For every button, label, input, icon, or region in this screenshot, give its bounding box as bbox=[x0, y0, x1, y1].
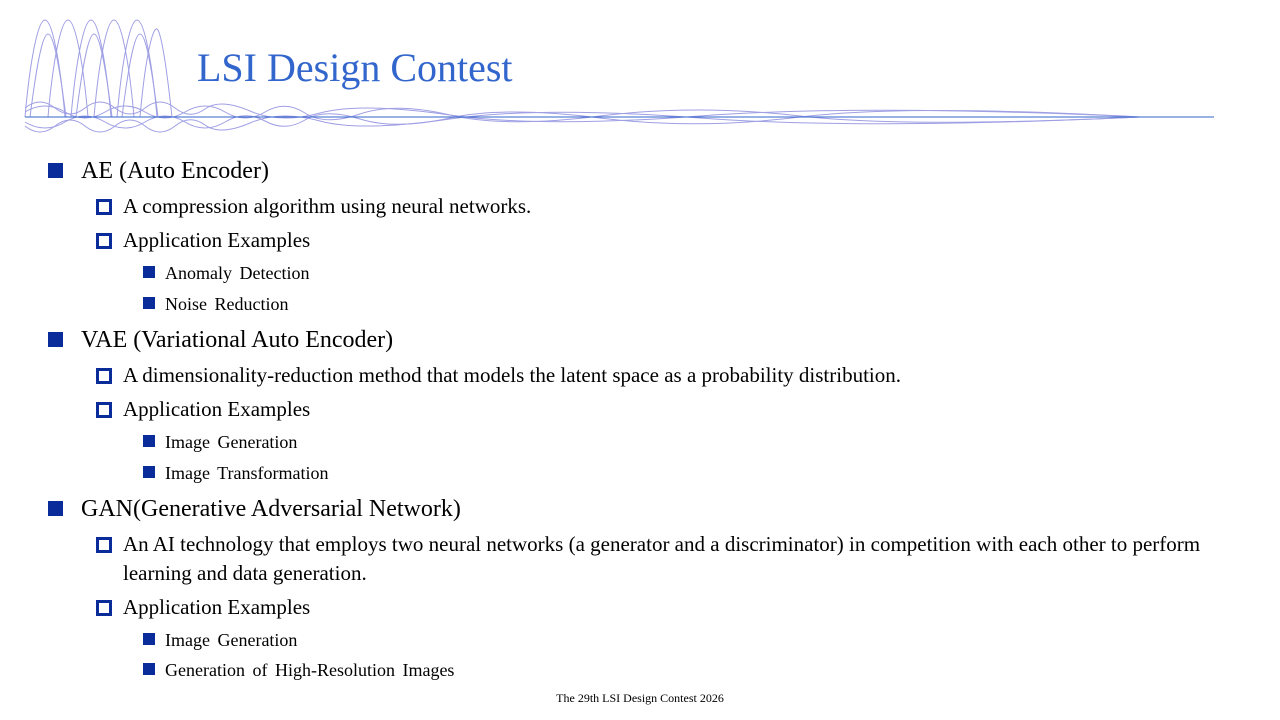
list-item: An AI technology that employs two neural networks (a generator and a discriminator) in competition with each other to perform learning and data generation. bbox=[96, 530, 1206, 588]
square-bullet-icon bbox=[143, 466, 155, 478]
square-bullet-icon bbox=[143, 266, 155, 278]
hollow-square-bullet-icon bbox=[96, 199, 112, 215]
list-item: Application Examples bbox=[96, 226, 1206, 255]
square-bullet-icon bbox=[48, 163, 63, 178]
square-bullet-icon bbox=[143, 297, 155, 309]
square-bullet-icon bbox=[143, 633, 155, 645]
slide-footer: The 29th LSI Design Contest 2026 bbox=[556, 691, 724, 705]
hollow-square-bullet-icon bbox=[96, 368, 112, 384]
square-bullet-icon bbox=[48, 332, 63, 347]
hollow-square-bullet-icon bbox=[96, 233, 112, 249]
hollow-square-bullet-icon bbox=[96, 402, 112, 418]
square-bullet-icon bbox=[143, 435, 155, 447]
list-item: A compression algorithm using neural networks. bbox=[96, 192, 1206, 221]
header-wave-decoration bbox=[0, 0, 1280, 150]
hollow-square-bullet-icon bbox=[96, 537, 112, 553]
list-item: Application Examples bbox=[96, 395, 1206, 424]
list-item: A dimensionality-reduction method that models the latent space as a probability distribution. bbox=[96, 361, 1206, 390]
slide-title: LSI Design Contest bbox=[197, 45, 513, 90]
square-bullet-icon bbox=[48, 501, 63, 516]
list-item: Application Examples bbox=[96, 593, 1206, 622]
hollow-square-bullet-icon bbox=[96, 600, 112, 616]
square-bullet-icon bbox=[143, 663, 155, 675]
